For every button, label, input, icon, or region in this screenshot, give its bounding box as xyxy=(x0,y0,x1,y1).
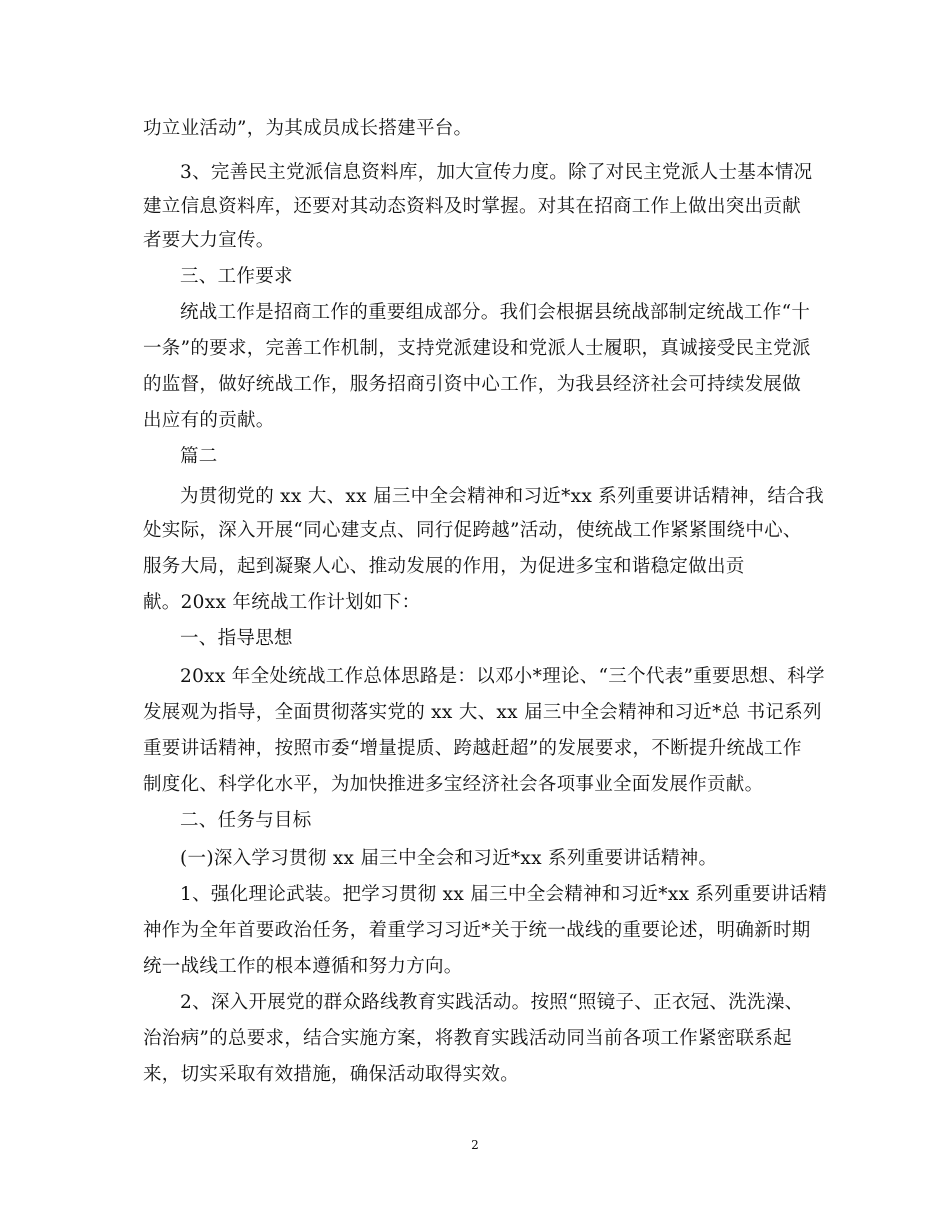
text-line: 建立信息资料库，还要对其动态资料及时掌握。对其在招商工作上做出突出贡献 xyxy=(143,196,802,217)
text-line: 重要讲话精神，按照市委“增量提质、跨越赶超”的发展要求，不断提升统战工作 xyxy=(143,738,802,759)
section-heading: 一、指导思想 xyxy=(180,628,293,649)
text-line: 一条”的要求，完善工作机制，支持党派建设和党派人士履职，真诚接受民主党派 xyxy=(143,338,811,359)
page-number: 2 xyxy=(471,1138,479,1152)
text-line: 为贯彻党的 xx 大、xx 届三中全会精神和习近*xx 系列重要讲话精神，结合我 xyxy=(180,486,824,507)
text-line: 功立业活动”，为其成员成长搭建平台。 xyxy=(143,118,473,139)
text-line: (一)深入学习贯彻 xx 届三中全会和习近*xx 系列重要讲话精神。 xyxy=(180,848,718,869)
text-line: 治治病”的总要求，结合实施方案，将教育实践活动同当前各项工作紧密联系起 xyxy=(143,1028,792,1049)
text-line: 来，切实采取有效措施，确保活动取得实效。 xyxy=(143,1064,520,1085)
text-line: 处实际，深入开展“同心建支点、同行促跨越”活动，使统战工作紧紧围绕中心、 xyxy=(143,520,802,541)
text-line: 发展观为指导，全面贯彻落实党的 xx 大、xx 届三中全会精神和习近*总 书记系列 xyxy=(143,702,822,723)
text-line: 统战工作是招商工作的重要组成部分。我们会根据县统战部制定统战工作“十 xyxy=(180,302,811,323)
text-line: 2、深入开展党的群众路线教育实践活动。按照“照镜子、正衣冠、洗洗澡、 xyxy=(180,992,804,1013)
text-line: 神作为全年首要政治任务，着重学习习近*关于统一战线的重要论述，明确新时期 xyxy=(143,920,811,941)
text-line: 20xx 年全处统战工作总体思路是：以邓小*理论、“三个代表”重要思想、科学 xyxy=(180,666,825,687)
text-line: 献。20xx 年统战工作计划如下： xyxy=(143,592,421,613)
section-heading: 二、任务与目标 xyxy=(180,810,312,831)
text-line: 的监督，做好统战工作，服务招商引资中心工作，为我县经济社会可持续发展做 xyxy=(143,374,802,395)
section-heading: 篇二 xyxy=(180,446,218,467)
text-line: 服务大局，起到凝聚人心、推动发展的作用，为促进多宝和谐稳定做出贡 xyxy=(143,556,745,577)
text-line: 3、完善民主党派信息资料库，加大宣传力度。除了对民主党派人士基本情况 xyxy=(180,162,813,183)
section-heading: 三、工作要求 xyxy=(180,266,293,287)
text-line: 统一战线工作的根本遵循和努力方向。 xyxy=(143,956,463,977)
text-line: 出应有的贡献。 xyxy=(143,410,275,431)
text-line: 1、强化理论武装。把学习贯彻 xx 届三中全会精神和习近*xx 系列重要讲话精 xyxy=(180,884,828,905)
text-line: 制度化、科学化水平，为加快推进多宝经济社会各项事业全面发展作贡献。 xyxy=(143,774,764,795)
text-line: 者要大力宣传。 xyxy=(143,230,275,251)
